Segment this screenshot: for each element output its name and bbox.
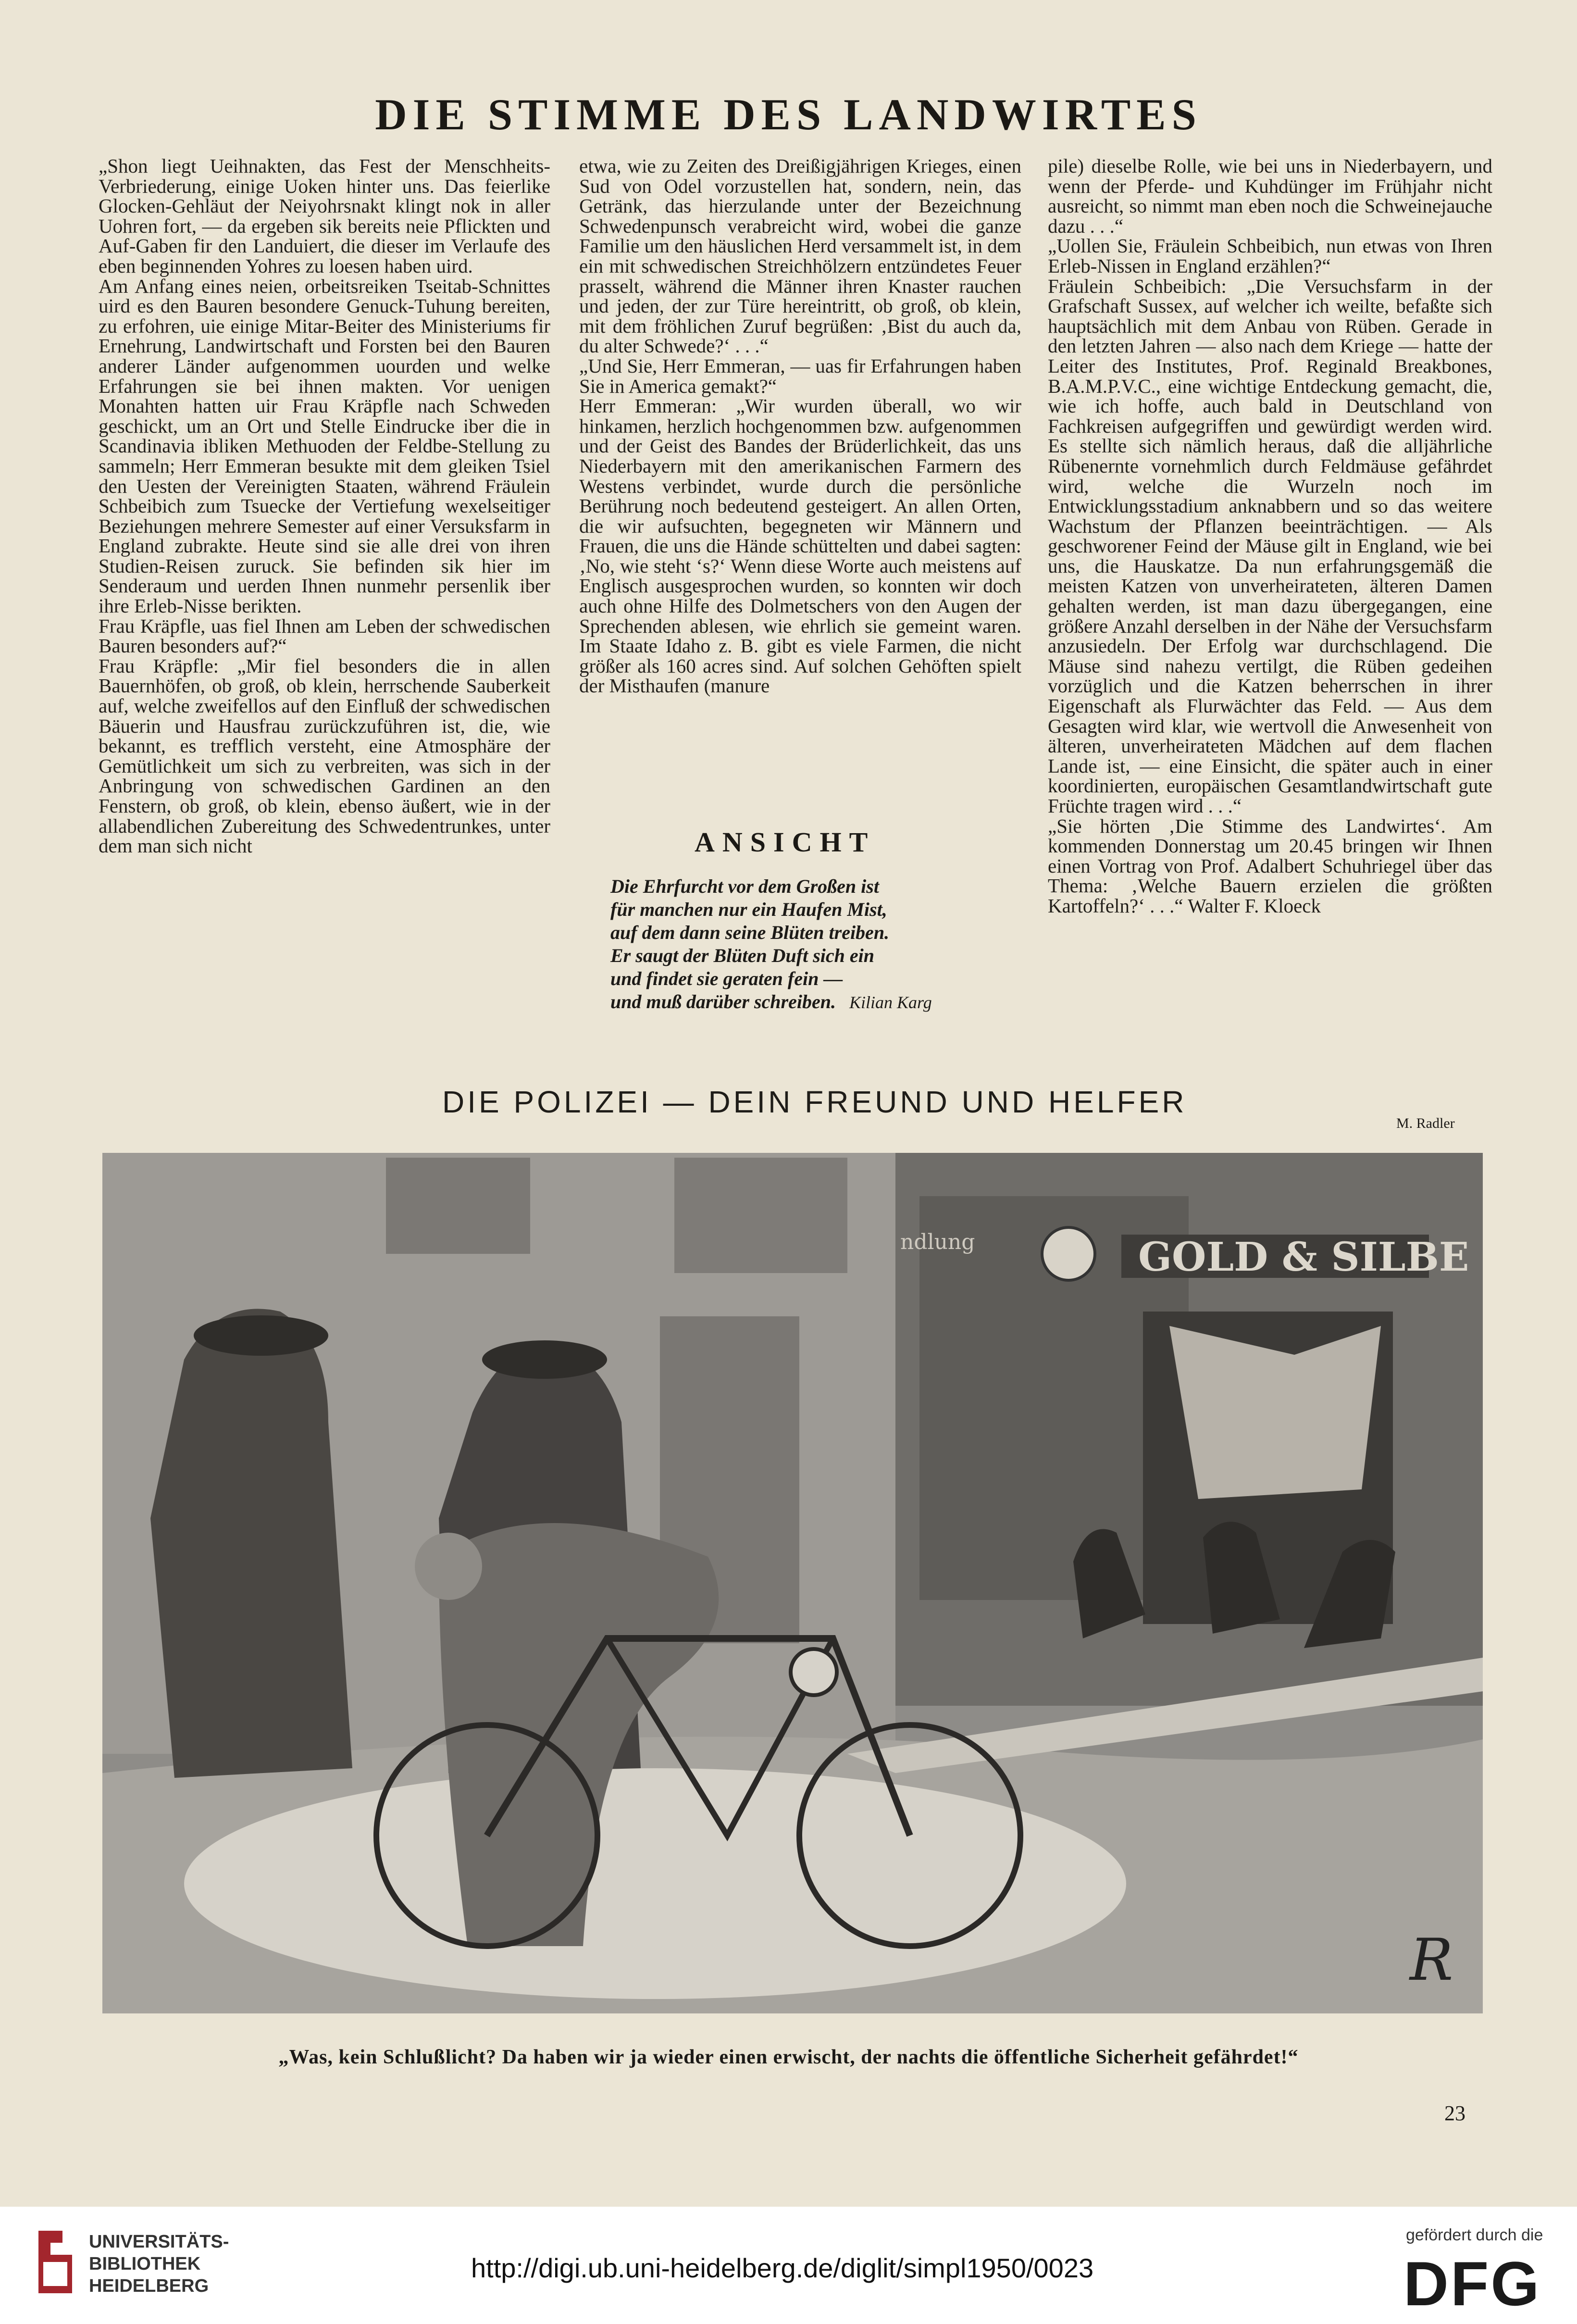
shop-sign-left: ndlung — [900, 1230, 975, 1254]
artist-monogram: R — [1410, 1927, 1453, 1994]
poem-line: Die Ehrfurcht vor dem Großen ist — [610, 875, 879, 897]
page-number: 23 — [1444, 2101, 1465, 2125]
funder-logo: DFG — [1403, 2249, 1541, 2319]
library-logo-icon — [34, 2226, 77, 2298]
poem-heading: ANSICHT — [695, 826, 876, 858]
paragraph: Frau Kräpfle: „Mir fiel besonders die in allen Bauernhöfen, ob groß, ob klein, herrschende Sauberkeit auf, welche zweifellos auf den Einfluß der schwedischen Bäuerin und Hausfrau zurückzuführen ist, die, wie bekannt, es trefflich versteht, eine Atmosphäre der Gemütlichkeit um sich zu verbreiten, was sich in der Anbringung von schwedischen Gardinen an den Fenstern, ob groß, ob klein, ebenso äußert, wie in der allabendlichen Zubereitung des Schwedentrunkes, unter dem man sich nicht — [99, 654, 550, 857]
funder-note: gefördert durch die — [1406, 2226, 1543, 2244]
library-line: HEIDELBERG — [89, 2276, 209, 2296]
digitization-footer — [0, 2207, 1577, 2324]
cartoon-caption: „Was, kein Schlußlicht? Da haben wir ja wieder einen erwischt, der nachts die öffentliche Sicherheit gefährdet!“ — [278, 2046, 1299, 2068]
paragraph: Frau Kräpfle, uas fiel Ihnen am Leben der schwedischen Bauren besonders auf?“ — [99, 614, 550, 657]
poem — [610, 875, 1029, 1014]
poem-line: für manchen nur ein Haufen Mist, — [610, 899, 887, 920]
paragraph: Herr Emmeran: „Wir wurden überall, wo wir hinkamen, herzlich hochgenommen bzw. aufgenommen und der Geist des Bandes der Brüderlichkeit, das uns Niederbayern mit den amerikanischen Farmern des Westens verbindet, wurde durch die persönliche Berührung noch bedeutend gesteigert. An allen Orten, die wir aufsuchten, begegneten wir Männern und Frauen, die uns die Hände schüttelten und dabei sagten: ‚No, wie steht ‘s?‘ Wenn diese Worte auch meistens auf Englisch ausgesprochen wurden, so konnten wir doch auch ohne Hilfe des Dolmetschers von den Augen der Sprechenden ablesen, wie ehrlich sie gemeint waren. Im Staate Idaho z. B. gibt es viele Farmen, die nicht größer als 160 acres sind. Auf solchen Gehöften spielt der Misthaufen (manure — [579, 395, 1021, 697]
poem-line: auf dem dann seine Blüten treiben. — [610, 922, 890, 943]
text-column-3 — [1048, 156, 1492, 916]
paragraph: etwa, wie zu Zeiten des Dreißigjährigen Krieges, einen Sud von Odel vorzustellen hat, sondern, nein, das Getränk, das hierzulande unter der Bezeichnung Schwedenpunsch verabreicht wird, wobei die ganze Familie um den häuslichen Herd versammelt ist, in dem ein mit schwedischen Streichhölzern entzündetes Feuer prasselt, während die Männer ihren Knaster rauchen und jeden, der zur Türe hereintritt, ob groß, ob klein, mit dem fröhlichen Zuruf begrüßen: ‚Bist du auch da, du alter Schwede?‘ . . .“ — [579, 155, 1021, 357]
poem-line: und findet sie geraten fein — — [610, 968, 843, 989]
source-url[interactable]: http://digi.ub.uni-heidelberg.de/diglit/simpl1950/0023 — [471, 2253, 1094, 2283]
cartoon-title: DIE POLIZEI — DEIN FREUND UND HELFER — [442, 1085, 1187, 1119]
paragraph: „Sie hörten ‚Die Stimme des Landwirtes‘. Am kommenden Donnerstag um 20.45 bringen wir Ihnen einen Vortrag von Prof. Adalbert Schuhriegel über das Thema: ‚Welche Bauern erzielen die größten Kartoffeln?‘ . . .“ Walter F. Kloeck — [1048, 814, 1492, 917]
shop-sign: GOLD & SILBE — [1138, 1234, 1469, 1280]
text-column-2 — [579, 156, 1021, 696]
poem-line-last — [610, 990, 1029, 1014]
cartoon-illustration — [102, 1153, 1483, 2013]
cartoon-artist: M. Radler — [1396, 1115, 1455, 1131]
text-column-1 — [99, 156, 550, 856]
paragraph: „Uollen Sie, Fräulein Schbeibich, nun etwas von Ihren Erleb-Nissen in England erzählen?“ — [1048, 235, 1492, 277]
paragraph: Am Anfang eines neien, orbeitsreiken Tseitab-Schnittes uird es den Bauren besondere Genuck-Tuhung bereiten, zu erfohren, uie einige Mitar-Beiter des Ministeriums fir Ernehrung, Landwirtschaft und Forsten bei den Bauren anderer Länder aufgenommen uourden und welke Erfahrungen sie bei ihnen makten. Vor uenigen Monahten hatten uir Frau Kräpfle nach Schweden geschickt, um an Ort und Stelle Eindrucke iber die in Scandinavia ibliken Methuoden der Feldbe-Stellung zu sammeln; Herr Emmeran besukte mit dem gleiken Tsiel den Uesten der Vereinigten Staaten, während Fräulein Schbeibich zum Tsuecke der Vertiefung wexelseitiger Beziehungen mehrere Semester auf einer Versuksfarm in England zubrakte. Heute sind sie alle drei von ihren Studien-Reisen zuruck. Sie befinden sik hier im Senderaum und uerden Ihnen nunmehr persenlik iber ihre Erleb-Nisse berikten. — [99, 275, 550, 617]
library-line: BIBLIOTHEK — [89, 2254, 201, 2274]
paragraph: „Shon liegt Ueihnakten, das Fest der Menschheits-Verbriederung, einige Uoken hinter uns. Das feierlike Glocken-Gehläut der Neiyohrsnakt klingt nok in aller Uohren fort, — da ergeben sik bereits neie Pflickten und Auf-Gaben fir den Landuiert, die dieser im Verlaufe des eben beginnenden Yohres zu loesen haben uird. — [99, 155, 550, 277]
poem-line: Er saugt der Blüten Duft sich ein — [610, 945, 875, 966]
poem-line: und muß darüber schreiben. — [610, 991, 836, 1012]
poem-author: Kilian Karg — [849, 993, 932, 1012]
paragraph: Fräulein Schbeibich: „Die Versuchsfarm in der Grafschaft Sussex, auf welcher ich weilte, befaßte sich hauptsächlich mit dem Anbau von Rüben. Gerade in den letzten Jahren — also nach dem Kriege — hatte der Leiter des Institutes, Prof. Reginald Breakbones, B.A.M.P.V.C., eine wichtige Entdeckung gemacht, die, wie ich hoffe, auch bald in Deutschland von Fachkreisen aufgegriffen und gewürdigt werden wird. Es stellte sich nämlich heraus, daß die alljährliche Rübenernte vornehmlich durch Feldmäuse gefährdet wird, welche die Wurzeln noch im Entwicklungsstadium anknabbern und so das weitere Wachstum der Pflanzen beeinträchtigen. — Als geschworener Feind der Mäuse gilt in England, wie bei uns, die Hauskatze. Da nun erfahrungsgemäß die meisten Katzen von unverheirateten, älteren Damen gehalten werden, ist man dazu übergegangen, eine größere Anzahl derselben in der Nähe der Versuchsfarm anzusiedeln. Der Erfolg war durchschlagend. Die Mäuse sind nahezu vertilgt, die Rüben gedeihen vorzüglich und die Katzen beherrschen in ihrer Eigenschaft als Flurwächter das Feld. — Aus dem Gesagten wird klar, wie wertvoll die Anwesenheit von älteren, unverheirateten Mädchen auf dem flachen Lande ist, — eine Einsicht, die später auch in einer koordinierten, europäischen Gesamtlandwirtschaft gute Früchte tragen wird . . .“ — [1048, 275, 1492, 817]
library-line: UNIVERSITÄTS- — [89, 2232, 229, 2252]
paragraph: „Und Sie, Herr Emmeran, — uas fir Erfahrungen haben Sie in America gemakt?“ — [579, 354, 1021, 397]
library-name — [89, 2231, 229, 2297]
page-title: DIE STIMME DES LANDWIRTES — [375, 90, 1202, 139]
paragraph: pile) dieselbe Rolle, wie bei uns in Niederbayern, und wenn der Pferde- und Kuhdünger im Frühjahr nicht ausreicht, so nimmt man eben noch die Schweinejauche dazu . . .“ — [1048, 155, 1492, 237]
